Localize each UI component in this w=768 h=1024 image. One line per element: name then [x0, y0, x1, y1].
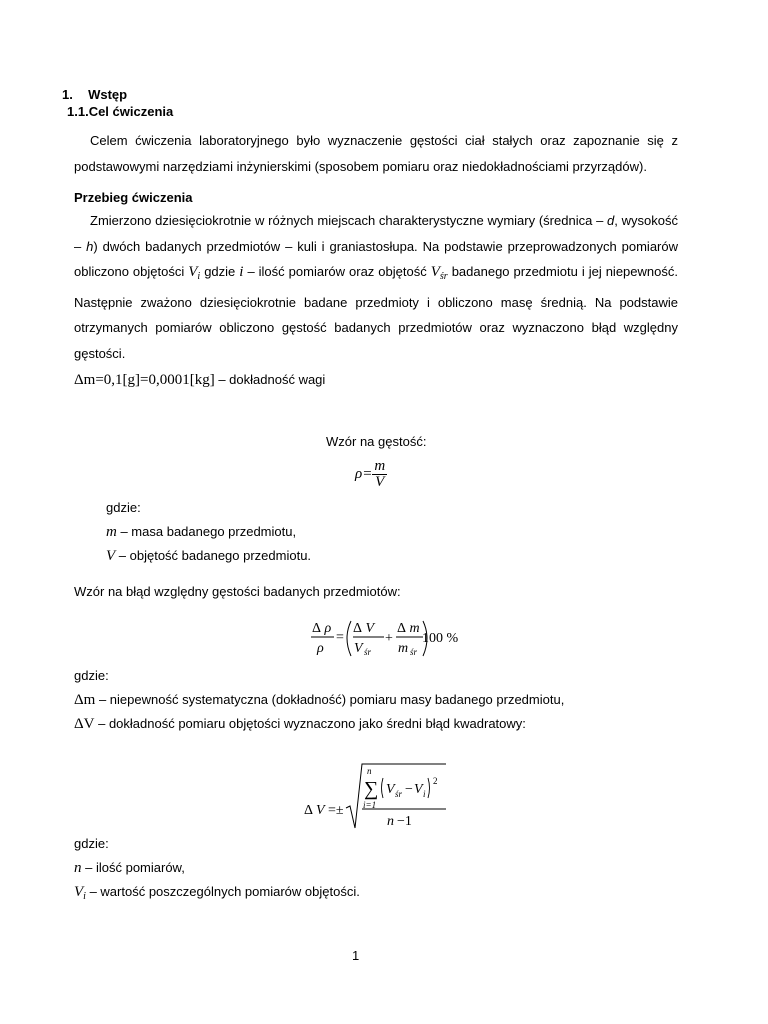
svg-text:100 %: 100 % [422, 631, 459, 646]
course-text-2: , wysokość – [74, 213, 678, 254]
svg-text:V: V [354, 641, 363, 656]
course-text-1: Zmierzono dziesięciokrotnie w różnych miejscach charakterystyczne wymiary (średnica – [90, 213, 604, 228]
svg-text:∑: ∑ [364, 778, 379, 800]
svg-text:i: i [423, 789, 426, 799]
heading-1-number: 1. [62, 87, 73, 102]
density-var-m: m – masa badanego przedmiotu, [106, 524, 297, 540]
course-text-4: gdzie [204, 264, 236, 279]
course-text-5: – ilość pomiarów oraz objętość [247, 264, 427, 279]
mean-square-error-svg [302, 762, 452, 832]
heading-1 [62, 87, 127, 102]
gdzie-label-3: gdzie: [74, 836, 109, 851]
svg-text:Δ m: Δ m [397, 621, 420, 636]
scale-formula: Δm=0,1[g]=0,0001[kg] [74, 372, 215, 388]
course-heading: Przebieg ćwiczenia [74, 190, 193, 205]
error-var-dm: Δm – niepewność systematyczna (dokładność) pomiaru masy badanego przedmiotu, [74, 692, 565, 708]
gdzie-label-1: gdzie: [106, 500, 141, 515]
goal-text: Celem ćwiczenia laboratoryjnego było wyznaczenie gęstości ciał stałych oraz zapoznanie się z podstawowymi narzędziami inżynierskimi (sposobem pomiaru oraz niedokładnościami przyrządów). [74, 133, 678, 174]
goal-paragraph [74, 128, 678, 179]
svg-text:+: + [385, 631, 393, 646]
svg-text:n: n [367, 766, 372, 776]
symbol-i: i [239, 264, 244, 280]
symbol-v-sr: $V_{śr}$ [430, 264, 448, 282]
density-var-v: V – objętość badanego przedmiotu. [106, 548, 312, 564]
svg-text:śr: śr [410, 647, 418, 657]
svg-text:V: V [316, 803, 325, 818]
final-var-vi: $V_i$ – wartość poszczególnych pomiarów objętości. [74, 884, 360, 902]
error-heading: Wzór na błąd względny gęstości badanych przedmiotów: [74, 584, 401, 599]
heading-1-1-number: 1.1. [67, 104, 89, 119]
course-text-6: badanego przedmiotu i jej niepewność. Następnie zważono dziesięciokrotnie badane przedmioty i obliczono masę średnią. Na podstawie otrzymanych pomiarów obliczono gęstość badanych przedmiotów oraz wyznaczono błąd względny gęstości. [74, 264, 678, 361]
course-text-3: ) dwóch badanych przedmiotów – kuli i graniastosłupa. Na podstawie przeprowadzonych pomiarów obliczono objętości [74, 238, 678, 279]
final-var-n: n – ilość pomiarów, [74, 860, 185, 876]
svg-text:n: n [387, 814, 394, 829]
svg-text:śr: śr [395, 789, 403, 799]
svg-text:2: 2 [433, 776, 438, 786]
svg-text:śr: śr [364, 647, 372, 657]
course-paragraph [74, 208, 678, 366]
page-number: 1 [352, 948, 360, 963]
svg-text:Δ: Δ [304, 803, 314, 818]
svg-text:−: − [405, 782, 413, 797]
svg-text:=: = [336, 630, 344, 645]
density-formula: ρ= $\frac{m}{V}$ [355, 458, 386, 490]
symbol-v-i: $V_i$ [188, 264, 201, 282]
relative-error-svg [310, 618, 470, 660]
svg-text:i=1: i=1 [363, 800, 377, 810]
svg-text:Δ ρ: Δ ρ [312, 621, 332, 636]
svg-text:m: m [398, 641, 409, 656]
symbol-d: d [607, 213, 615, 228]
gdzie-label-2: gdzie: [74, 668, 109, 683]
heading-1-1 [67, 104, 173, 119]
symbol-h: h [86, 238, 94, 254]
svg-text:ρ: ρ [317, 641, 324, 656]
heading-1-text: Wstęp [88, 87, 128, 102]
svg-text:V: V [386, 782, 395, 797]
svg-text:V: V [414, 782, 423, 797]
density-heading: Wzór na gęstość: [326, 434, 427, 449]
mean-square-error-formula [302, 762, 452, 835]
relative-error-formula [310, 618, 470, 663]
error-var-dv: ΔV – dokładność pomiaru objętości wyznaczono jako średni błąd kwadratowy: [74, 716, 526, 732]
heading-1-1-text: Cel ćwiczenia [88, 104, 174, 119]
svg-text:=±: =± [328, 803, 344, 818]
scale-desc: – dokładność wagi [218, 372, 326, 387]
scale-accuracy-line [74, 372, 325, 389]
svg-text:Δ V: Δ V [353, 621, 375, 636]
svg-text:−1: −1 [397, 814, 412, 829]
